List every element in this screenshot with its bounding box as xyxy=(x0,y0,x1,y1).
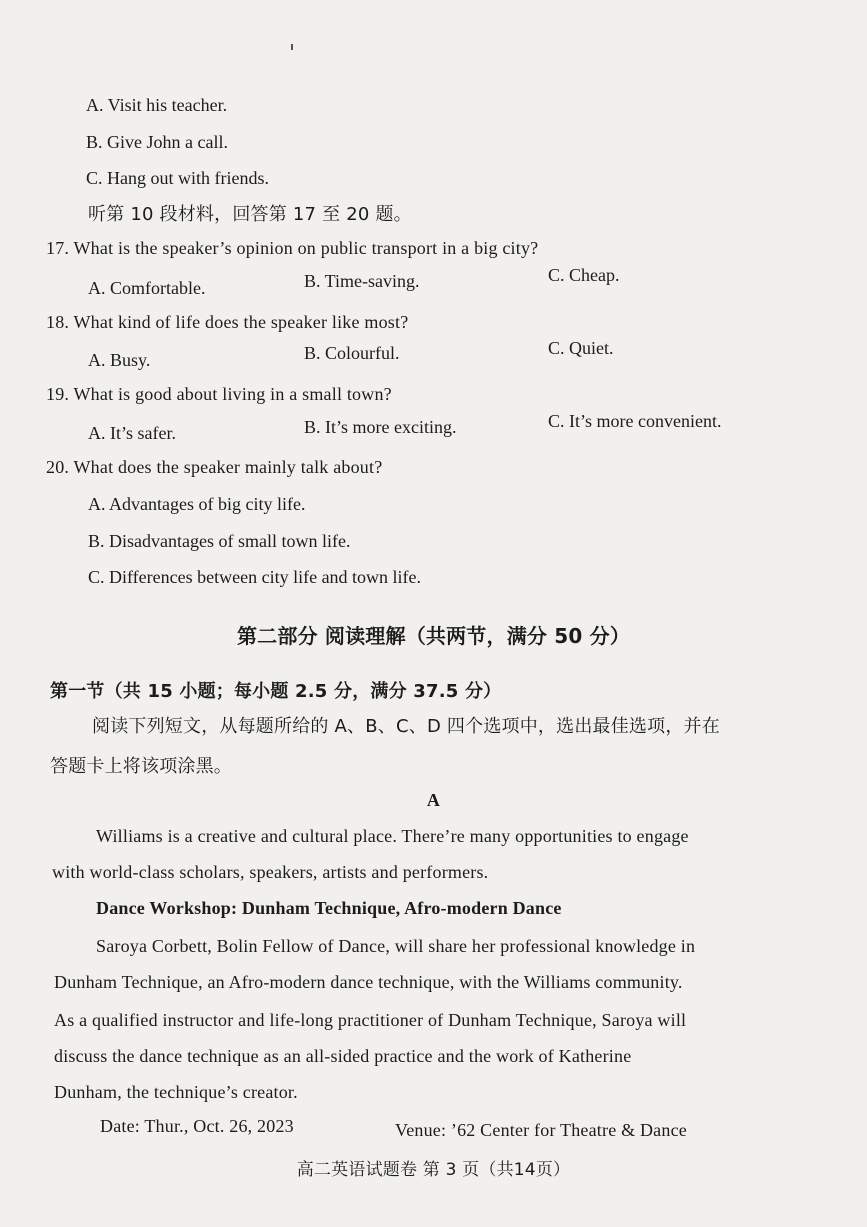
question-number: 19. xyxy=(46,384,70,404)
q17-option-a: A. Comfortable. xyxy=(88,278,206,298)
event-venue: Venue: ’62 Center for Theatre & Dance xyxy=(395,1120,687,1140)
q18-option-b: B. Colourful. xyxy=(304,343,400,363)
passage-line2: Dunham Technique, an Afro-modern dance technique, with the Williams community. xyxy=(54,972,683,992)
question-19 xyxy=(46,384,392,405)
passage-line5: Dunham, the technique’s creator. xyxy=(54,1082,298,1102)
part2-title: 第二部分 阅读理解（共两节，满分 50 分） xyxy=(236,624,631,648)
event-date: Date: Thur., Oct. 26, 2023 xyxy=(100,1116,294,1136)
passage-line4: discuss the dance technique as an all-sided practice and the work of Katherine xyxy=(54,1046,632,1066)
question-number: 18. xyxy=(46,312,70,332)
section1-title: 第一节（共 15 小题；每小题 2.5 分，满分 37.5 分） xyxy=(50,681,502,702)
question-text: What kind of life does the speaker like most? xyxy=(73,312,409,332)
reading-instructions-line1: 阅读下列短文，从每题所给的 A、B、C、D 四个选项中，选出最佳选项，并在 xyxy=(92,716,720,737)
passage-intro-line2: with world-class scholars, speakers, artists and performers. xyxy=(52,862,489,882)
q17-option-b: B. Time-saving. xyxy=(304,271,420,291)
q18-option-a: A. Busy. xyxy=(88,350,151,370)
question-number: 20. xyxy=(46,457,70,477)
q20-option-c: C. Differences between city life and town life. xyxy=(88,567,422,587)
prev-option-b: B. Give John a call. xyxy=(86,132,228,152)
prev-option-c: C. Hang out with friends. xyxy=(86,168,269,188)
q18-option-c: C. Quiet. xyxy=(548,338,614,358)
question-text: What does the speaker mainly talk about? xyxy=(73,457,383,477)
listening-section-instruction: 听第 10 段材料，回答第 17 至 20 题。 xyxy=(88,204,412,225)
question-20 xyxy=(46,457,382,478)
page-footer: 高二英语试题卷 第 3 页（共14页） xyxy=(296,1160,571,1180)
question-text: What is good about living in a small town? xyxy=(73,384,392,404)
prev-option-a: A. Visit his teacher. xyxy=(86,95,228,115)
q20-option-a: A. Advantages of big city life. xyxy=(88,494,306,514)
q20-option-b: B. Disadvantages of small town life. xyxy=(88,531,351,551)
q19-option-b: B. It’s more exciting. xyxy=(304,417,457,437)
passage-label: A xyxy=(426,790,441,810)
passage-intro-line1: Williams is a creative and cultural place. There’re many opportunities to engage xyxy=(96,826,689,846)
q19-option-a: A. It’s safer. xyxy=(88,423,176,443)
passage-line1: Saroya Corbett, Bolin Fellow of Dance, will share her professional knowledge in xyxy=(96,936,696,956)
scan-mark xyxy=(291,44,293,50)
passage-line3: As a qualified instructor and life-long practitioner of Dunham Technique, Saroya will xyxy=(54,1010,687,1030)
question-18 xyxy=(46,312,408,333)
reading-instructions-line2: 答题卡上将该项涂黑。 xyxy=(50,756,232,777)
passage-heading: Dance Workshop: Dunham Technique, Afro-modern Dance xyxy=(96,898,562,918)
q17-option-c: C. Cheap. xyxy=(548,265,620,285)
q19-option-c: C. It’s more convenient. xyxy=(548,411,722,431)
question-17 xyxy=(46,238,538,259)
question-text: What is the speaker’s opinion on public transport in a big city? xyxy=(73,238,539,258)
question-number: 17. xyxy=(46,238,70,258)
